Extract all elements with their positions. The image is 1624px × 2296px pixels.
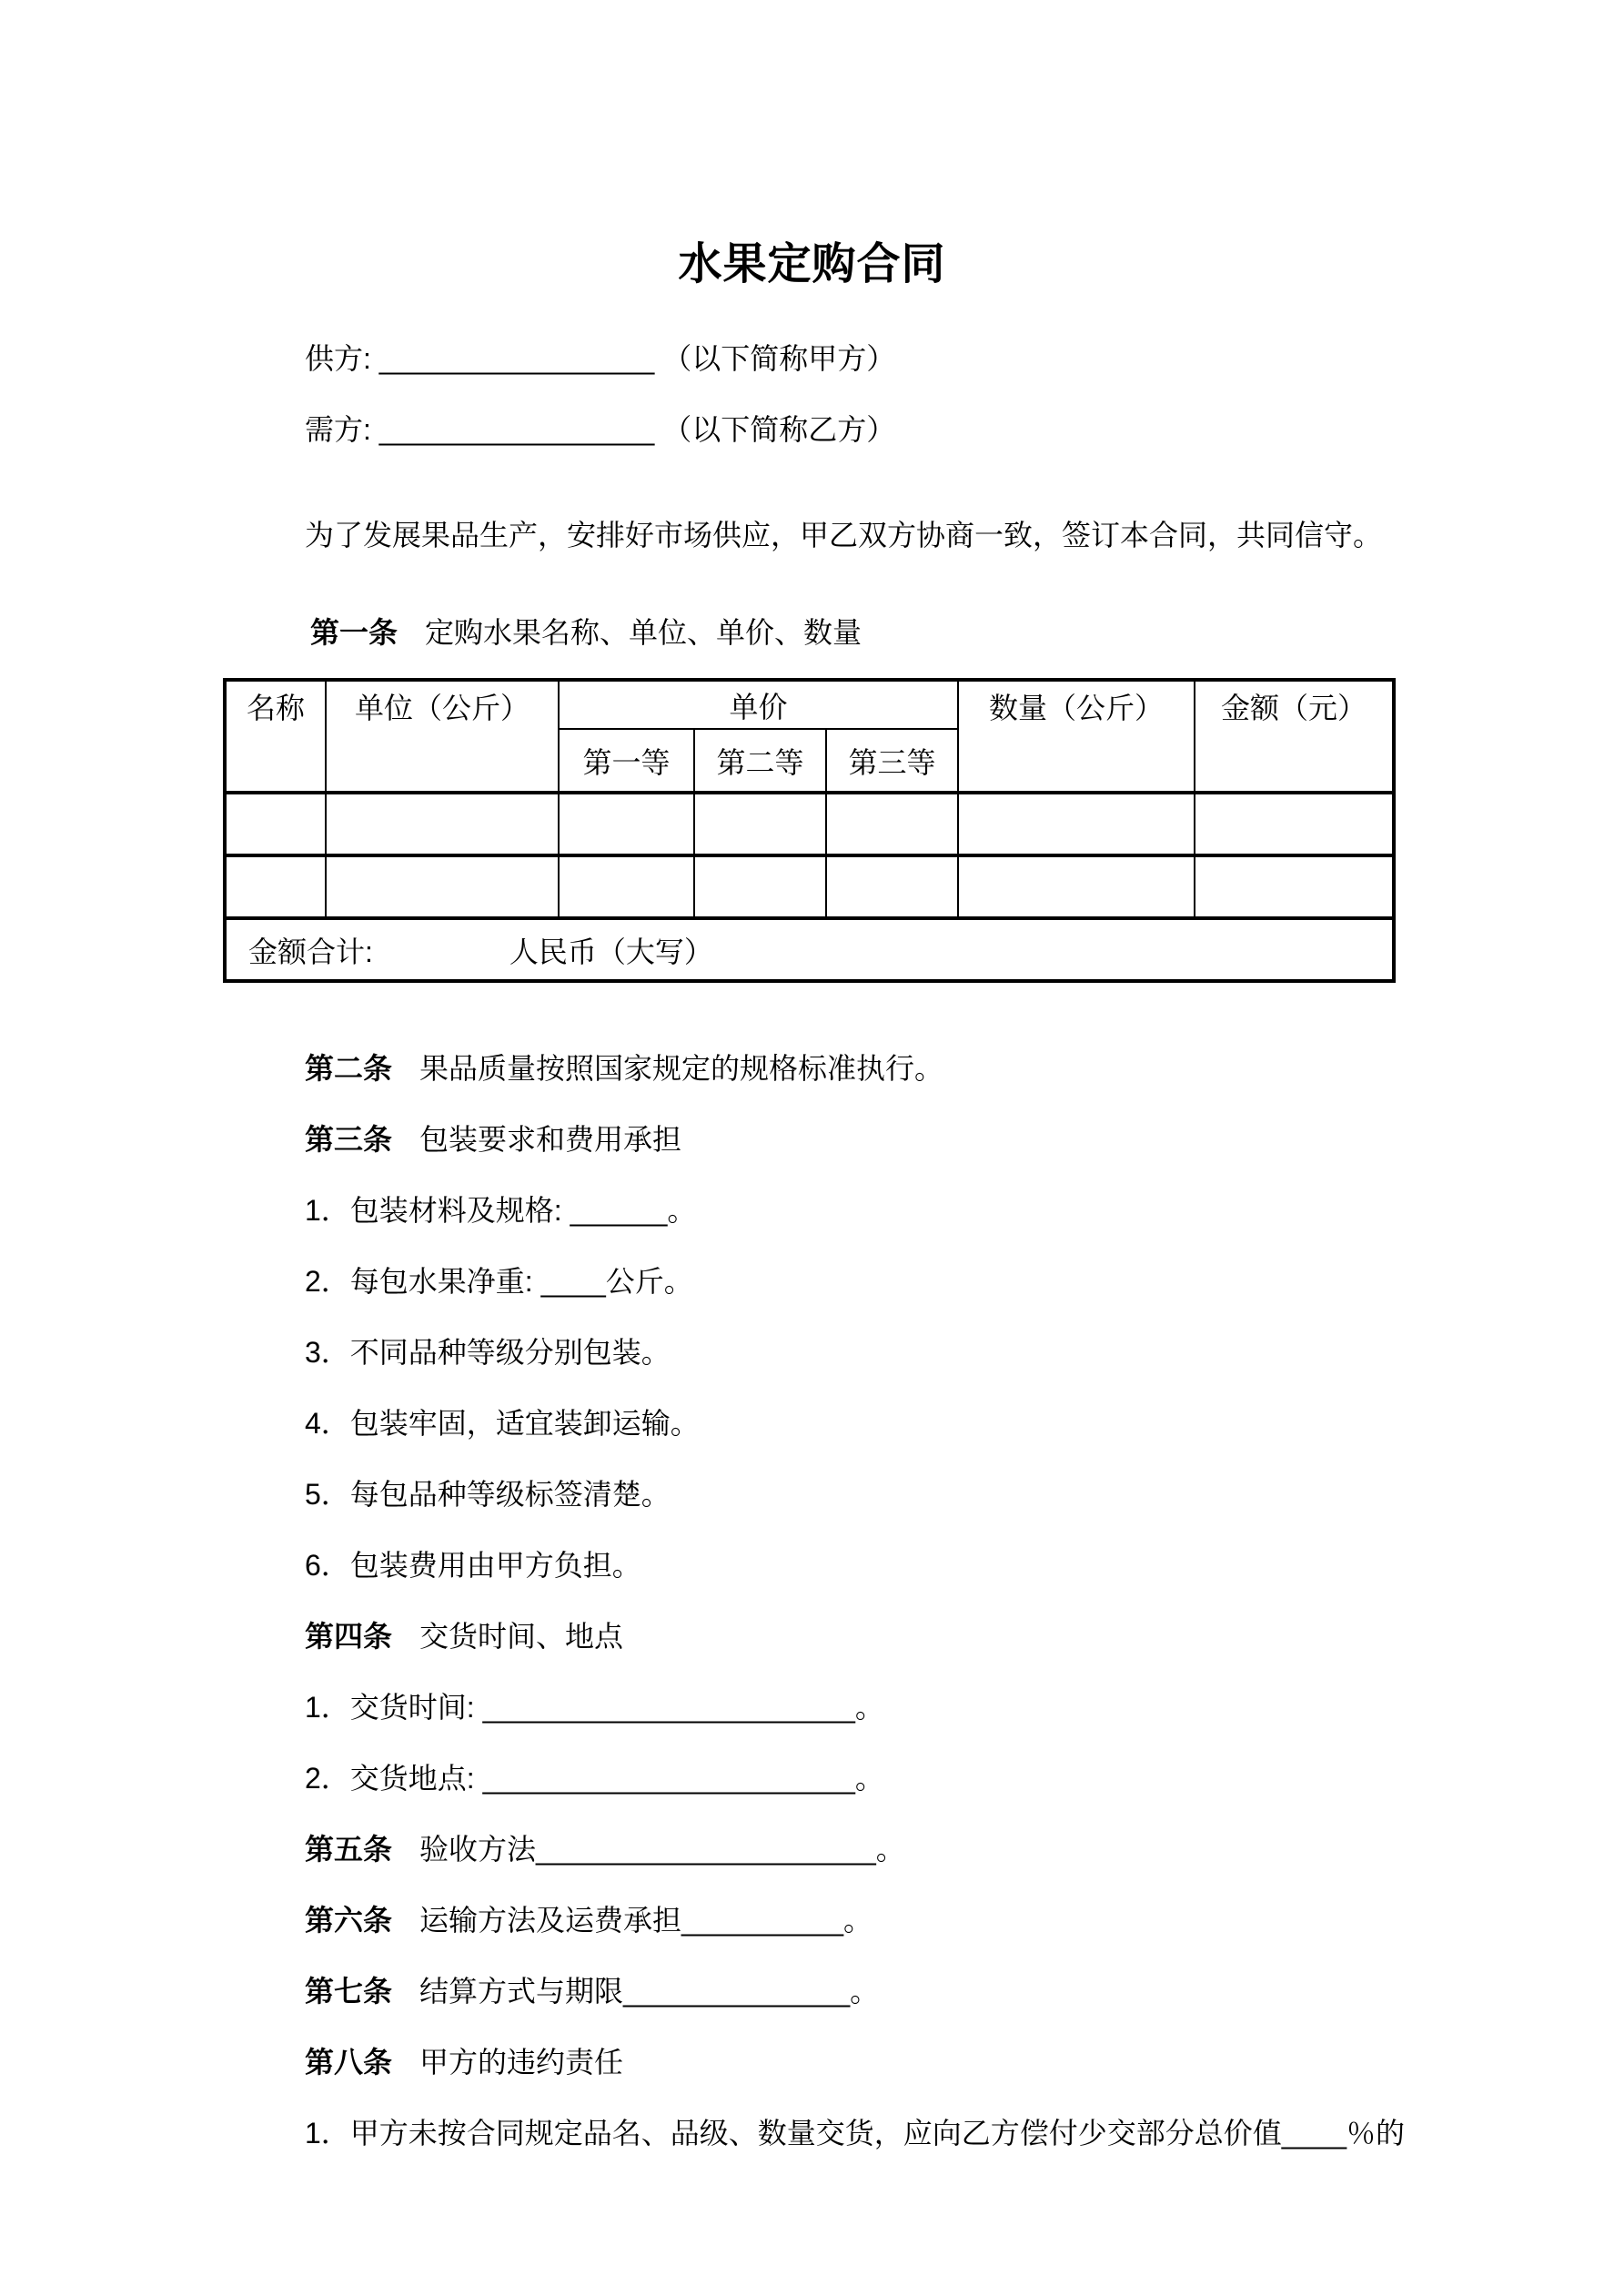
clause-label: 第三条 — [305, 1123, 393, 1156]
clause-line — [305, 1831, 905, 1867]
col-header-quantity: 数量（公斤） — [958, 680, 1195, 793]
clause-line — [305, 1973, 879, 2009]
col-header-unit: 单位（公斤） — [326, 680, 559, 793]
clause-text: 4．包装牢固，适宜装卸运输。 — [305, 1407, 700, 1440]
clause-line — [305, 1547, 641, 1583]
clause-label: 第六条 — [305, 1904, 393, 1937]
clause-text: 2．每包水果净重: ____公斤。 — [305, 1265, 693, 1298]
clause-line — [305, 1050, 943, 1087]
clause-text: 1．包装材料及规格: ______。 — [305, 1194, 697, 1227]
article-1-text: 定购水果名称、单位、单价、数量 — [425, 616, 862, 649]
clause-text: 交货时间、地点 — [419, 1620, 624, 1653]
clause-line — [305, 1121, 681, 1158]
preamble: 为了发展果品生产，安排好市场供应，甲乙双方协商一致，签订本合同，共同信守。 — [305, 519, 1383, 551]
clause-text: 包装要求和费用承担 — [419, 1123, 682, 1156]
clause-line — [305, 1689, 884, 1725]
clause-text: 结算方式与期限______________。 — [419, 1975, 880, 2008]
clause-line — [305, 1476, 671, 1512]
clause-text: 验收方法_____________________。 — [419, 1833, 905, 1866]
article-1-label: 第一条 — [310, 616, 398, 649]
clause-text: 运输方法及运费承担__________。 — [419, 1904, 873, 1937]
clause-line — [305, 1902, 873, 1938]
clause-text: 5．每包品种等级标签清楚。 — [305, 1478, 671, 1511]
clause-text: 甲方的违约责任 — [419, 2046, 624, 2079]
clause-text: 2．交货地点: _______________________。 — [305, 1762, 884, 1795]
col-header-grade3: 第三等 — [826, 729, 958, 793]
clause-text: 3．不同品种等级分别包装。 — [305, 1336, 671, 1369]
col-header-amount: 金额（元） — [1195, 680, 1394, 793]
clause-line — [305, 1405, 700, 1441]
clause-text: 6．包装费用由甲方负担。 — [305, 1549, 641, 1582]
clause-line — [305, 1334, 671, 1371]
party-line-supplier: 供方: _________________ （以下简称甲方） — [305, 342, 896, 375]
clause-text: 1．交货时间: _______________________。 — [305, 1691, 884, 1724]
clause-label: 第七条 — [305, 1975, 393, 2008]
document-title: 水果定购合同 — [678, 240, 946, 289]
clause-label: 第四条 — [305, 1620, 393, 1653]
clause-line — [305, 1618, 623, 1654]
clause-line — [305, 2115, 1405, 2151]
clause-line — [305, 1192, 696, 1229]
clause-label: 第八条 — [305, 2046, 393, 2079]
col-header-grade1: 第一等 — [559, 729, 694, 793]
party-line-buyer: 需方: _________________ （以下简称乙方） — [305, 413, 896, 446]
clause-line — [305, 1263, 693, 1300]
clause-line — [305, 1760, 884, 1796]
clause-text: 1．甲方未按合同规定品名、品级、数量交货，应向乙方偿付少交部分总价值____％的 — [305, 2117, 1405, 2149]
col-header-price: 单价 — [559, 680, 958, 729]
clause-label: 第二条 — [305, 1052, 393, 1085]
clause-label: 第五条 — [305, 1833, 393, 1866]
currency-capital-label: 人民币（大写） — [509, 935, 713, 968]
col-header-grade2: 第二等 — [694, 729, 826, 793]
clause-text: 果品质量按照国家规定的规格标准执行。 — [419, 1052, 944, 1085]
clause-line — [305, 2044, 623, 2080]
col-header-name: 名称 — [225, 680, 326, 793]
total-amount-label: 金额合计: — [248, 935, 373, 968]
